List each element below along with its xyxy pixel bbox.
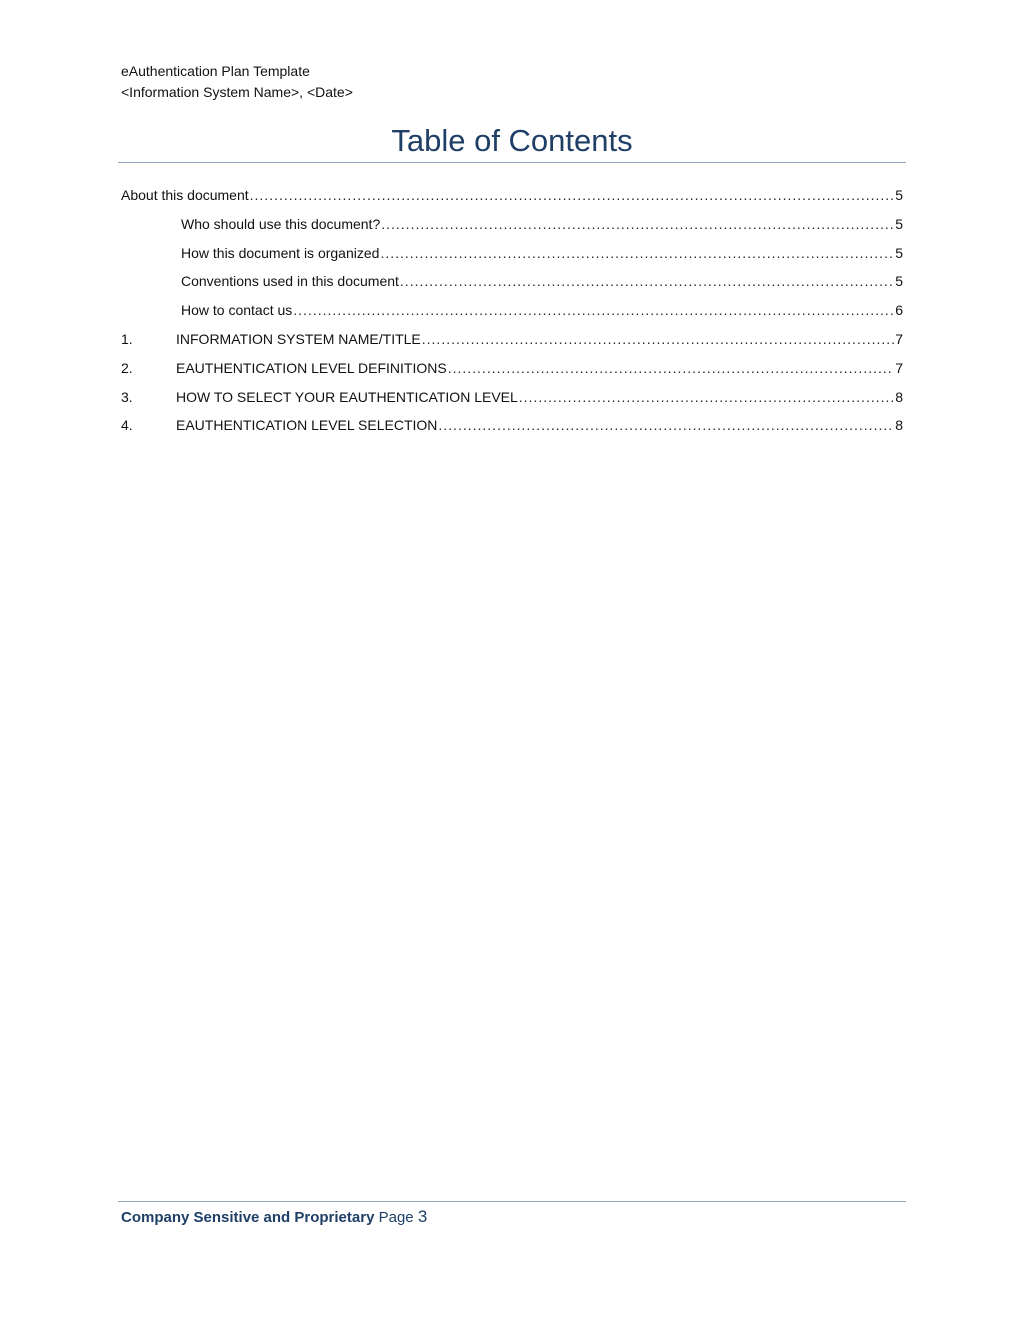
toc-entry-number: 2. [121, 359, 133, 376]
toc-entry-label: How to contact us [181, 302, 293, 319]
toc-dot-leader [438, 413, 894, 437]
system-name-date: <Information System Name>, <Date> [121, 84, 353, 100]
footer-page-number: 3 [417, 1207, 428, 1226]
footer-divider [118, 1201, 906, 1202]
footer-company-text: Company Sensitive and Proprietary [121, 1209, 375, 1226]
toc-dot-leader [381, 212, 894, 236]
toc-entry-section-3[interactable] [121, 385, 903, 414]
toc-dot-leader [448, 356, 895, 380]
toc-entry-page: 5 [895, 244, 903, 261]
toc-entry-about-this-document[interactable] [121, 183, 903, 212]
toc-entry-page: 7 [895, 330, 903, 347]
toc-dot-leader [293, 298, 894, 322]
toc-entry-label: INFORMATION SYSTEM NAME/TITLE [176, 330, 421, 347]
table-of-contents [121, 183, 903, 442]
toc-entry-page: 8 [895, 417, 903, 434]
toc-entry-page: 8 [895, 388, 903, 405]
page-header [121, 61, 353, 103]
toc-dot-leader [422, 327, 894, 351]
toc-entry-number: 3. [121, 388, 133, 405]
toc-entry-page: 5 [895, 273, 903, 290]
document-title: eAuthentication Plan Template [121, 63, 310, 79]
toc-entry-page: 5 [895, 187, 903, 203]
toc-entry-page: 7 [895, 359, 903, 376]
toc-entry-label: Conventions used in this document [181, 273, 399, 290]
toc-entry-how-organized[interactable] [121, 241, 903, 270]
toc-entry-label: EAUTHENTICATION LEVEL DEFINITIONS [176, 359, 447, 376]
toc-entry-section-1[interactable] [121, 327, 903, 356]
toc-entry-label: Who should use this document? [181, 215, 381, 232]
footer-page-label: Page [378, 1209, 414, 1226]
toc-entry-label: About this document [121, 187, 249, 203]
toc-dot-leader [250, 183, 895, 207]
toc-entry-conventions[interactable] [121, 269, 903, 298]
toc-heading: Table of Contents [391, 123, 633, 158]
toc-entry-number: 4. [121, 417, 133, 434]
toc-entry-number: 1. [121, 330, 133, 347]
toc-entry-section-4[interactable] [121, 413, 903, 442]
page-footer [121, 1206, 427, 1229]
toc-entry-how-to-contact[interactable] [121, 298, 903, 327]
toc-entry-label: HOW TO SELECT YOUR EAUTHENTICATION LEVEL [176, 388, 518, 405]
toc-entry-label: How this document is organized [181, 244, 380, 261]
toc-entry-who-should-use[interactable] [121, 212, 903, 241]
toc-dot-leader [380, 241, 894, 265]
toc-dot-leader [519, 385, 894, 409]
toc-dot-leader [400, 269, 894, 293]
toc-entry-section-2[interactable] [121, 356, 903, 385]
toc-entry-page: 6 [895, 302, 903, 319]
toc-entry-label: EAUTHENTICATION LEVEL SELECTION [176, 417, 438, 434]
title-divider [118, 162, 906, 163]
toc-entry-page: 5 [895, 215, 903, 232]
